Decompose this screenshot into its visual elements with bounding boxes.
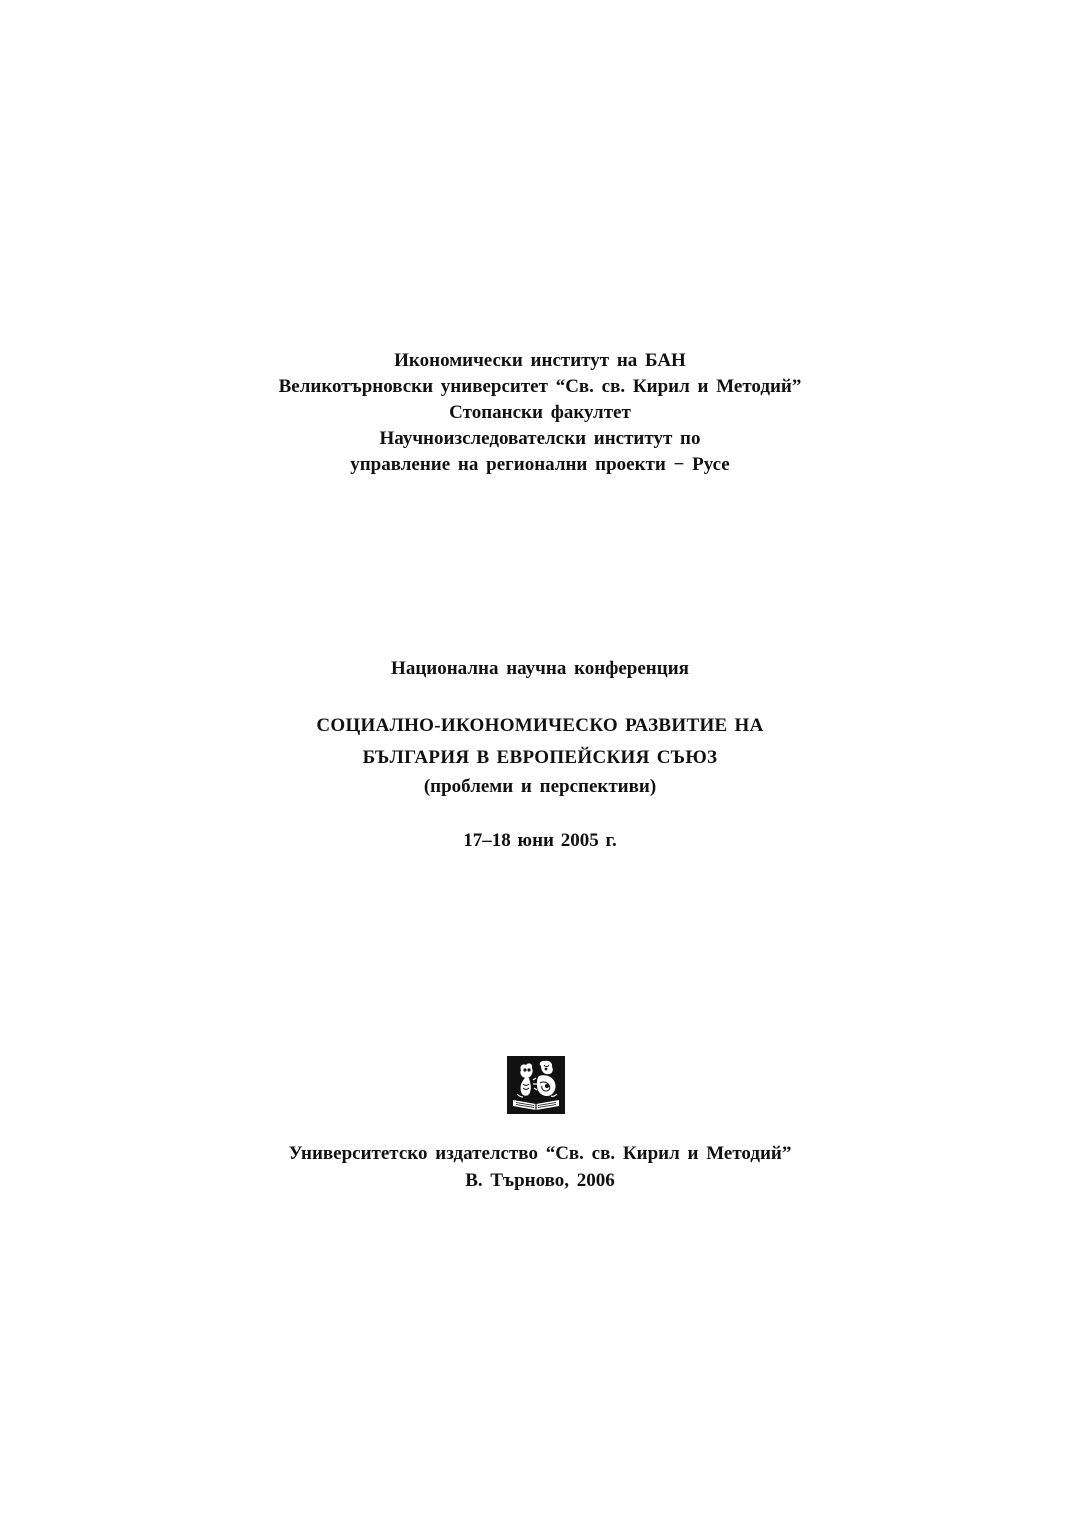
institution-line: Великотърновски университет “Св. св. Кирил и Методий” <box>278 376 802 397</box>
conference-subtitle-text: (проблеми и перспективи) <box>423 776 657 797</box>
conference-title-line: СОЦИАЛНО-ИКОНОМИЧЕСКО РАЗВИТИЕ НА <box>316 715 764 736</box>
institutions-block <box>0 348 1080 478</box>
conference-date-text: 17–18 юни 2005 г. <box>463 830 617 851</box>
conference-date <box>0 828 1080 854</box>
conference-label <box>0 657 1080 681</box>
conference-title <box>0 710 1080 774</box>
publisher-block <box>0 1140 1080 1194</box>
conference-subtitle <box>0 774 1080 800</box>
conference-title-line: БЪЛГАРИЯ В ЕВРОПЕЙСКИЯ СЪЮЗ <box>362 747 718 768</box>
institution-line: Стопански факултет <box>449 402 631 423</box>
publisher-name: Университетско издателство “Св. св. Кирил и Методий” <box>288 1143 792 1164</box>
publisher-emblem-icon <box>507 1056 565 1114</box>
conference-label-text: Национална научна конференция <box>391 658 689 679</box>
institution-line: Икономически институт на БАН <box>394 350 686 371</box>
institution-line: Научноизследователски институт по <box>379 428 701 449</box>
publisher-place-year: В. Търново, 2006 <box>465 1170 615 1191</box>
institution-line: управление на регионални проекти − Русе <box>350 454 730 475</box>
